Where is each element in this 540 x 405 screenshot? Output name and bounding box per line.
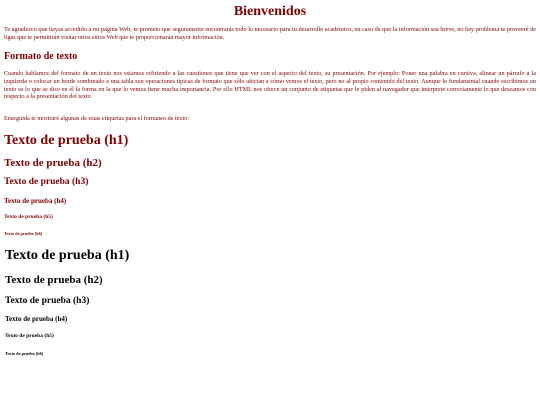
sample-h3-black: Texto de prueba (h3) [5,296,90,306]
sample-h5-black: Texto de prueba (h5) [5,333,54,339]
sample-h1-colored: Texto de prueba (h1) [4,133,129,148]
sample-h2-colored: Texto de prueba (h2) [4,157,102,169]
sample-h1-black: Texto de prueba (h1) [5,248,130,263]
sample-h2-black: Texto de prueba (h2) [5,274,103,286]
lead-in-text: Enseguida te mostraré algunas de estas etiquetas para el formateo de texto: [4,115,190,122]
sample-h4-colored: Texto de prueba (h4) [4,197,67,205]
sample-h6-colored: Texto de prueba (h6) [4,231,43,236]
page-title: Bienvenidos [233,4,307,19]
sample-h5-colored: Texto de prueba (h5) [4,214,53,220]
section-heading: Formato de texto [4,51,78,62]
sample-h6-black: Texto de prueba (h6) [5,351,44,356]
section-paragraph: Cuando hablamos del formato de un texto nos estamos refiriendo a las cuestiones que tiene que ver con el aspecto del texto, su presentación. Por ejemplo: Poner una palabra en cursiva, alinear un párrafo a la izquierda o colocar un borde sombreado a una tabla son operaciones típicas de formato que sólo afectan a cómo vemos el texto, pero no al propio contenido del texto. Aunque lo fundamental cuando escribimos un texto es lo que se dice en él la forma en la que lo vemos tiene mucha importancia. Por ello HTML nos ofrece un conjunto de etiquetas que le piden al navegador que interprete correctamente lo que deseamos con respecto a la presentación del texto. [4,70,536,101]
sample-h4-black: Texto de prueba (h4) [5,315,68,323]
intro-paragraph: Te agradezco que hayas accedido a mi página Web, te prometo que seguramente encontrarás todo lo necesario para tu desarrollo académico, en caso de que la información sea breve, no hay problema te proveeré de ligas que te permitirán visitar otros sitios Web que te proporcionarán mayor información. [4,26,536,41]
sample-h3-colored: Texto de prueba (h3) [4,177,89,187]
